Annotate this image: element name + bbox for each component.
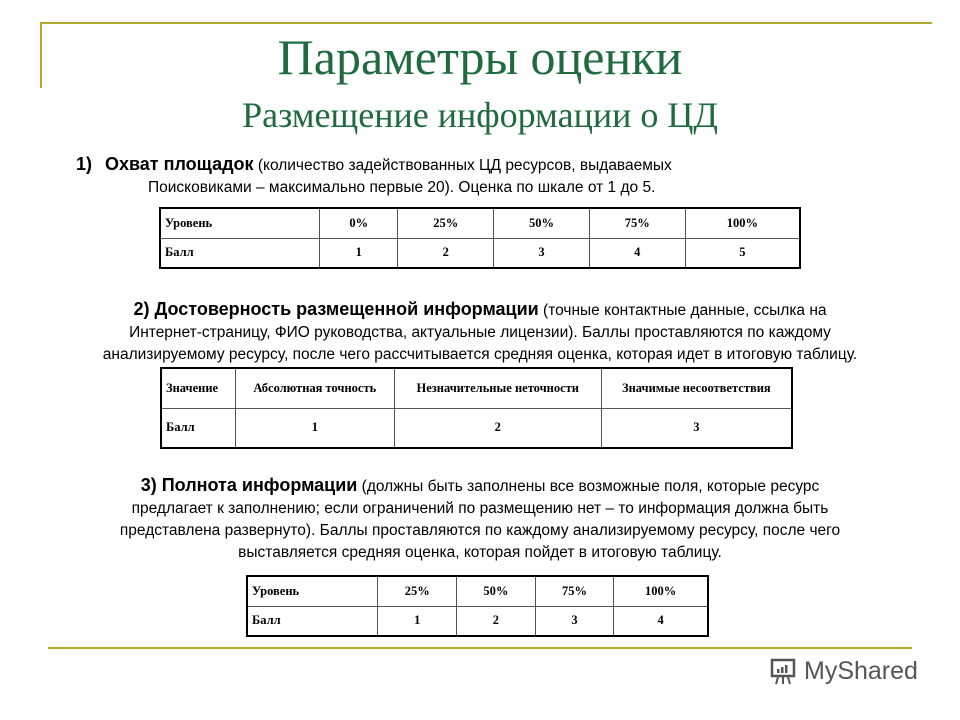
section3-text [0,474,960,564]
table-cell: 3 [494,238,590,268]
slide-subtitle: Размещение информации о ЦД [242,95,718,135]
table-cell: 4 [614,606,708,636]
bottom-rule [48,647,912,649]
table-cell: 5 [685,238,800,268]
row-label-cell: Значение [161,368,235,408]
table-cell: 50% [494,208,590,238]
watermark-text: MyShared [804,656,918,685]
row-label-cell: Балл [247,606,378,636]
section1-num: 1) [76,154,93,174]
accuracy-score-table [160,367,793,449]
table-cell: 1 [378,606,457,636]
section3-desc: (должны быть заполнены все возможные поля, которые ресурс [357,478,820,495]
table-cell: 2 [394,408,601,448]
table-cell: 0% [320,208,398,238]
table-cell: 100% [685,208,800,238]
section1-heading: Охват площадок [104,154,254,174]
row-label-cell: Уровень [247,576,378,606]
table-row [160,208,800,238]
table-cell: 1 [235,408,394,448]
slide-title: Параметры оценки [277,29,683,85]
section3-heading: 3) Полнота информации [140,475,358,495]
table-cell: 100% [614,576,708,606]
table-row [160,238,800,268]
section2-text [0,298,960,366]
table-cell: 1 [320,238,398,268]
table-cell: 25% [378,576,457,606]
section2-line3: анализируемому ресурсу, после чего рассчитывается средняя оценка, которая идет в итоговую таблицу. [102,346,858,363]
section2-heading: 2) Достоверность размещенной информации [133,299,539,319]
table-cell: Абсолютная точность [235,368,394,408]
table-row [161,368,792,408]
table-row [247,606,708,636]
table-cell: 3 [535,606,614,636]
table-cell: 2 [457,606,536,636]
table-cell: 50% [457,576,536,606]
section2-line2: Интернет-страницу, ФИО руководства, актуальные лицензии). Баллы проставляются по каждому [129,324,831,341]
section1-text [60,153,900,199]
top-rule [40,22,932,24]
table-row [247,576,708,606]
row-label-cell: Балл [160,238,320,268]
table-cell: 4 [589,238,685,268]
level-score-table-3 [246,575,709,637]
table-cell: 2 [398,238,494,268]
section2-desc: (точные контактные данные, ссылка на [538,302,827,319]
section1-desc: (количество задействованных ЦД ресурсов, выдаваемых [253,157,672,174]
section1-line2: Поисковиками – максимально первые 20). Оценка по шкале от 1 до 5. [148,179,656,196]
section3-line2: предлагает к заполнению; если ограничений по размещению нет – то информация должна быть [131,500,829,517]
table-cell: Незначительные неточности [394,368,601,408]
table-cell: 75% [589,208,685,238]
table-cell: 25% [398,208,494,238]
table-row [161,408,792,448]
table-cell: 3 [601,408,792,448]
table-cell: 75% [535,576,614,606]
row-label-cell: Балл [161,408,235,448]
table-cell: Значимые несоответствия [601,368,792,408]
section3-line4: выставляется средняя оценка, которая пойдет в итоговую таблицу. [238,544,722,561]
level-score-table-1 [159,207,801,269]
row-label-cell: Уровень [160,208,320,238]
section3-line3: представлена развернуто). Баллы проставляются по каждому анализируемому ресурсу, после чего [119,522,841,539]
presentation-board-icon [768,656,798,686]
watermark-logo [768,656,918,686]
